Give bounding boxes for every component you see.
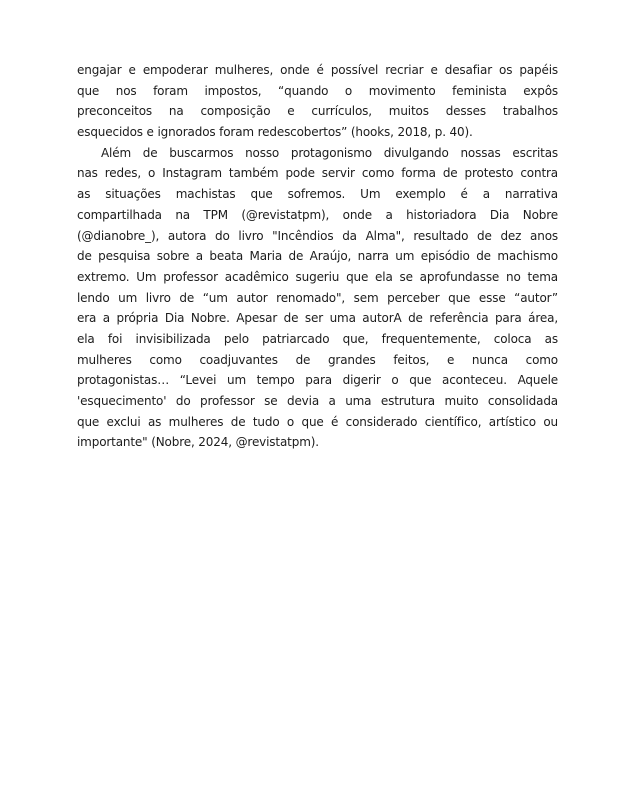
text-line: que exclui as mulheres de tudo o que é considerado científico, artístico ou xyxy=(77,414,558,429)
paragraph-2 xyxy=(77,143,558,453)
text-line: extremo. Um professor acadêmico sugeriu que ela se aprofundasse no tema xyxy=(77,269,558,284)
text-line: nas redes, o Instagram também pode servir como forma de protesto contra xyxy=(77,166,558,181)
text-line: ela foi invisibilizada pelo patriarcado que, frequentemente, coloca as xyxy=(77,331,558,346)
text-block xyxy=(77,60,558,453)
text-line: (@dianobre_), autora do livro "Incêndios da Alma", resultado de dez anos xyxy=(77,228,558,243)
text-line: 'esquecimento' do professor se devia a uma estrutura muito consolidada xyxy=(77,394,558,408)
text-line: engajar e empoderar mulheres, onde é possível recriar e desafiar os papéis xyxy=(77,63,558,77)
text-line: que nos foram impostos, “quando o movimento feminista expôs xyxy=(77,83,558,98)
text-line: compartilhada na TPM (@revistatpm), onde a historiadora Dia Nobre xyxy=(77,207,558,222)
text-line: esquecidos e ignorados foram redescobertos” (hooks, 2018, p. 40). xyxy=(77,125,473,140)
text-line: Além de buscarmos nosso protagonismo divulgando nossas escritas xyxy=(101,145,558,160)
text-line: mulheres como coadjuvantes de grandes feitos, e nunca como xyxy=(77,352,558,367)
text-line: importante" (Nobre, 2024, @revistatpm). xyxy=(77,435,319,450)
text-line: lendo um livro de “um autor renomado", sem perceber que esse “autor” xyxy=(77,290,558,305)
paragraph-1 xyxy=(77,60,558,143)
text-line: era a própria Dia Nobre. Apesar de ser uma autorA de referência para área, xyxy=(77,311,558,326)
text-line: protagonistas… “Levei um tempo para digerir o que aconteceu. Aquele xyxy=(77,373,558,388)
text-line: preconceitos na composição e currículos, muitos desses trabalhos xyxy=(77,104,558,119)
text-line: as situações machistas que sofremos. Um exemplo é a narrativa xyxy=(77,187,558,202)
text-line: de pesquisa sobre a beata Maria de Araújo, narra um episódio de machismo xyxy=(77,249,558,264)
